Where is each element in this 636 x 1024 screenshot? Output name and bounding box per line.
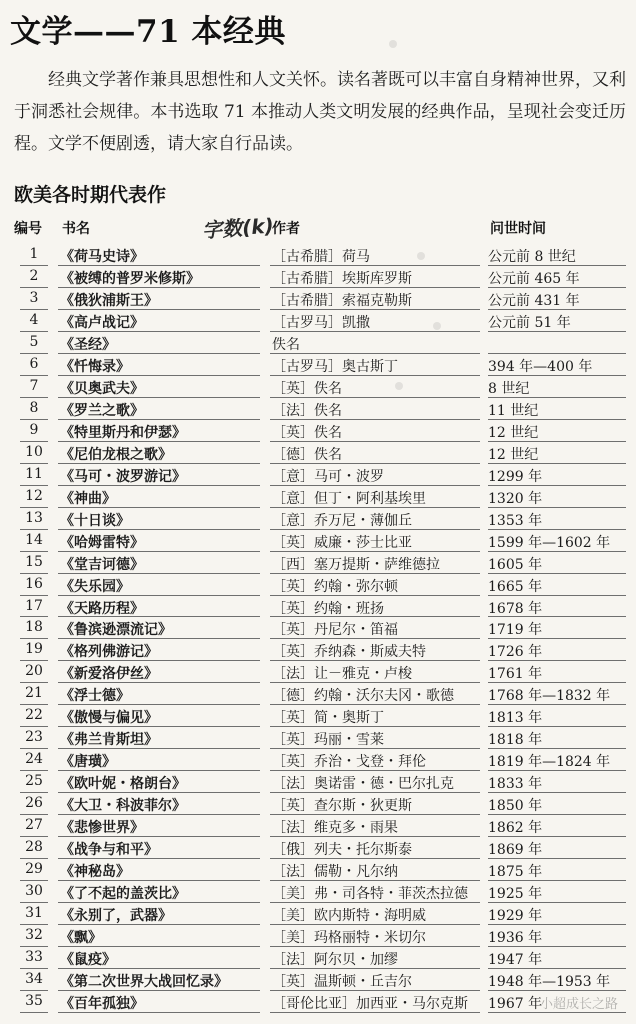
book-table (14, 244, 624, 1013)
table-row (14, 771, 624, 793)
row-number: 9 (29, 421, 39, 438)
row-number: 19 (25, 641, 43, 658)
book-author: ［西］塞万提斯・萨维德拉 (272, 556, 440, 573)
header-book: 书名 (62, 221, 90, 237)
book-title: 《浮士德》 (60, 688, 130, 705)
publication-time: 公元前 51 年 (488, 314, 571, 331)
book-author: ［德］约翰・沃尔夫冈・歌德 (272, 688, 454, 705)
publication-time: 1936 年 (488, 930, 543, 947)
row-number: 33 (25, 949, 43, 965)
book-title: 《唐璜》 (60, 754, 116, 771)
book-author: ［古罗马］奥古斯丁 (272, 358, 398, 375)
table-row (14, 793, 624, 815)
row-number: 6 (29, 355, 39, 372)
table-row (14, 749, 624, 771)
header-time: 问世时间 (490, 221, 546, 237)
table-row (14, 661, 624, 683)
publication-time: 1967 年 (488, 995, 543, 1012)
row-number: 26 (25, 795, 43, 812)
book-author: ［英］乔纳森・斯威夫特 (272, 644, 426, 661)
row-number: 5 (29, 333, 39, 350)
row-number: 27 (25, 817, 43, 834)
publication-time: 1925 年 (488, 886, 543, 903)
publication-time: 1833 年 (488, 776, 543, 793)
book-title: 《悲惨世界》 (60, 820, 144, 837)
intro-text (14, 64, 626, 160)
row-number: 10 (25, 443, 43, 460)
book-title: 《贝奥武夫》 (60, 380, 144, 397)
book-author: ［俄］列夫・托尔斯泰 (272, 842, 412, 859)
book-author: ［美］欧内斯特・海明威 (272, 908, 426, 925)
row-rule (488, 1012, 626, 1013)
row-rule (58, 1012, 260, 1013)
publication-time: 公元前 8 世纪 (488, 249, 576, 265)
table-row (14, 925, 624, 947)
row-number: 1 (29, 246, 39, 262)
book-title: 《鼠疫》 (60, 952, 116, 968)
book-author: ［英］查尔斯・狄更斯 (272, 798, 412, 815)
publication-time: 1929 年 (488, 908, 543, 925)
publication-time: 1818 年 (488, 732, 543, 749)
book-title: 《马可・波罗游记》 (60, 468, 186, 485)
publication-time: 公元前 465 年 (488, 270, 580, 287)
row-number: 4 (29, 311, 39, 328)
row-number: 14 (25, 531, 43, 548)
handwritten-note: 字数(k) (201, 213, 275, 243)
book-title: 《圣经》 (60, 336, 116, 353)
table-row (14, 244, 624, 266)
row-number: 20 (25, 663, 43, 680)
row-number: 15 (25, 553, 43, 570)
table-row (14, 310, 624, 332)
publication-time: 1819 年—1824 年 (488, 754, 611, 771)
row-number: 7 (29, 377, 39, 394)
book-title: 《高卢战记》 (60, 314, 144, 331)
row-number: 17 (25, 597, 43, 614)
publication-time: 1299 年 (488, 468, 543, 485)
table-row (14, 859, 624, 881)
publication-time: 1850 年 (488, 798, 543, 815)
table-row (14, 727, 624, 749)
publication-time: 1719 年 (488, 622, 543, 639)
table-row (14, 705, 624, 727)
table-row (14, 530, 624, 552)
row-number: 30 (25, 883, 43, 900)
header-author: 作者 (272, 221, 300, 237)
publication-time: 8 世纪 (488, 380, 530, 397)
row-number: 25 (25, 773, 43, 790)
table-row (14, 881, 624, 903)
row-number: 31 (25, 905, 43, 922)
row-number: 12 (25, 487, 43, 504)
book-title: 《尼伯龙根之歌》 (60, 446, 172, 463)
book-author: ［英］玛丽・雪莱 (272, 732, 384, 749)
publication-time: 公元前 431 年 (488, 292, 580, 309)
table-row (14, 617, 624, 639)
book-title: 《十日谈》 (60, 512, 130, 529)
book-author: ［法］奥诺雷・德・巴尔扎克 (272, 776, 454, 793)
book-title: 《了不起的盖茨比》 (60, 886, 186, 903)
publication-time: 1947 年 (488, 952, 543, 968)
table-row (14, 991, 624, 1013)
book-author: ［古罗马］凯撒 (272, 314, 370, 331)
book-author: 佚名 (272, 336, 300, 353)
book-title: 《第二次世界大战回忆录》 (60, 973, 228, 990)
book-author: ［法］儒勒・凡尔纳 (272, 864, 398, 881)
book-title: 《欧叶妮・格朗台》 (60, 776, 186, 793)
publication-time: 11 世纪 (488, 402, 539, 419)
publication-time: 1605 年 (488, 556, 543, 573)
row-number: 13 (25, 509, 43, 526)
publication-time: 12 世纪 (488, 446, 539, 463)
table-row (14, 354, 624, 376)
row-number: 3 (29, 289, 39, 306)
book-author: ［英］约翰・班扬 (272, 600, 384, 617)
book-title: 《忏悔录》 (60, 358, 130, 375)
table-row (14, 552, 624, 574)
publication-time: 1875 年 (488, 864, 543, 881)
publication-time: 1320 年 (488, 490, 543, 507)
publication-time: 1678 年 (488, 600, 543, 617)
book-author: ［古希腊］索福克勒斯 (272, 292, 412, 309)
book-author: ［美］弗・司各特・菲茨杰拉德 (272, 886, 468, 903)
book-author: ［英］温斯顿・丘吉尔 (272, 973, 412, 990)
table-row (14, 288, 624, 310)
publication-time: 394 年—400 年 (488, 358, 593, 375)
book-title: 《罗兰之歌》 (60, 402, 144, 419)
spot-mark (433, 322, 441, 330)
row-number: 21 (25, 685, 43, 702)
book-author: ［哥伦比亚］加西亚・马尔克斯 (272, 995, 468, 1012)
row-rule (270, 1012, 480, 1013)
book-author: ［法］阿尔贝・加缪 (272, 952, 398, 968)
book-author: ［法］佚名 (272, 402, 342, 419)
table-row (14, 486, 624, 508)
publication-time: 1862 年 (488, 820, 543, 837)
book-author: ［古希腊］埃斯库罗斯 (272, 270, 412, 287)
publication-time: 1726 年 (488, 644, 543, 661)
table-row (14, 969, 624, 991)
row-number: 18 (25, 619, 43, 636)
row-number: 22 (25, 707, 43, 724)
spot-mark (389, 40, 397, 48)
book-author: ［英］佚名 (272, 424, 342, 441)
publication-time: 1813 年 (488, 710, 543, 727)
book-author: ［英］简・奥斯丁 (272, 710, 384, 727)
table-row (14, 398, 624, 420)
book-title: 《飘》 (60, 930, 102, 947)
book-title: 《新爱洛伊丝》 (60, 666, 158, 683)
book-title: 《百年孤独》 (60, 995, 144, 1012)
book-title: 《荷马史诗》 (60, 249, 144, 265)
publication-time: 1353 年 (488, 512, 543, 529)
book-author: ［德］佚名 (272, 446, 342, 463)
row-number: 29 (25, 861, 43, 878)
row-number: 34 (25, 970, 43, 987)
book-author: ［意］马可・波罗 (272, 468, 384, 485)
publication-time: 1869 年 (488, 842, 543, 859)
book-title: 《战争与和平》 (60, 842, 158, 859)
book-title: 《被缚的普罗米修斯》 (60, 270, 200, 287)
table-row (14, 266, 624, 288)
book-author: ［意］乔万尼・薄伽丘 (272, 512, 412, 529)
table-row (14, 903, 624, 925)
intro-paragraph: 经典文学著作兼具思想性和人文关怀。读名著既可以丰富自身精神世界，又利于洞悉社会规律。本书选取 71 本推动人类文明发展的经典作品，呈现社会变迁历程。文学不便剧透，请大家自行品读。 (14, 70, 626, 154)
table-row (14, 837, 624, 859)
row-number: 11 (25, 465, 43, 482)
row-number: 24 (25, 751, 43, 768)
table-row (14, 464, 624, 486)
book-author: ［英］乔治・戈登・拜伦 (272, 754, 426, 771)
book-author: ［法］让－雅克・卢梭 (272, 666, 412, 683)
book-title: 《堂吉诃德》 (60, 556, 144, 573)
book-author: ［英］威廉・莎士比亚 (272, 534, 412, 551)
row-number: 16 (25, 575, 43, 592)
book-author: ［法］维克多・雨果 (272, 820, 398, 837)
table-row (14, 947, 624, 969)
row-number: 35 (25, 992, 43, 1009)
row-number: 2 (29, 267, 39, 284)
book-title: 《天路历程》 (60, 600, 144, 617)
spot-mark (417, 252, 425, 260)
table-row (14, 574, 624, 596)
publication-time: 1768 年—1832 年 (488, 688, 611, 705)
publication-time: 1761 年 (488, 666, 543, 683)
row-rule (20, 1012, 48, 1013)
book-title: 《弗兰肯斯坦》 (60, 732, 158, 749)
table-row (14, 596, 624, 618)
table-row (14, 639, 624, 661)
book-title: 《神曲》 (60, 490, 116, 507)
row-number: 23 (25, 729, 43, 746)
watermark: 小超成长之路 (539, 997, 618, 1012)
book-title: 《失乐园》 (60, 578, 130, 595)
publication-time: 12 世纪 (488, 424, 539, 441)
book-author: ［美］玛格丽特・米切尔 (272, 930, 426, 947)
book-title: 《特里斯丹和伊瑟》 (60, 424, 186, 441)
book-author: ［英］丹尼尔・笛福 (272, 622, 398, 639)
book-author: ［古希腊］荷马 (272, 249, 370, 265)
book-title: 《格列佛游记》 (60, 644, 158, 661)
book-title: 《永别了，武器》 (60, 908, 172, 925)
row-number: 32 (25, 927, 43, 944)
header-num: 编号 (14, 221, 42, 237)
book-title: 《鲁滨逊漂流记》 (60, 622, 172, 639)
book-title: 《神秘岛》 (60, 864, 130, 881)
table-row (14, 442, 624, 464)
book-title: 《傲慢与偏见》 (60, 710, 158, 727)
book-author: ［英］佚名 (272, 380, 342, 397)
book-author: ［英］约翰・弥尔顿 (272, 578, 398, 595)
page-title: 文学——71 本经典 (10, 14, 286, 50)
section-title: 欧美各时期代表作 (14, 184, 167, 206)
publication-time: 1948 年—1953 年 (488, 973, 611, 990)
table-row (14, 376, 624, 398)
table-header (14, 216, 624, 242)
row-number: 28 (25, 839, 43, 856)
book-author: ［意］但丁・阿利基埃里 (272, 490, 426, 507)
row-number: 8 (29, 399, 39, 416)
table-row (14, 332, 624, 354)
book-title: 《哈姆雷特》 (60, 534, 144, 551)
book-title: 《大卫・科波菲尔》 (60, 798, 186, 815)
table-row (14, 508, 624, 530)
publication-time: 1599 年—1602 年 (488, 534, 611, 551)
book-title: 《俄狄浦斯王》 (60, 292, 158, 309)
table-row (14, 420, 624, 442)
table-row (14, 815, 624, 837)
spot-mark (395, 382, 403, 390)
table-row (14, 683, 624, 705)
publication-time: 1665 年 (488, 578, 543, 595)
